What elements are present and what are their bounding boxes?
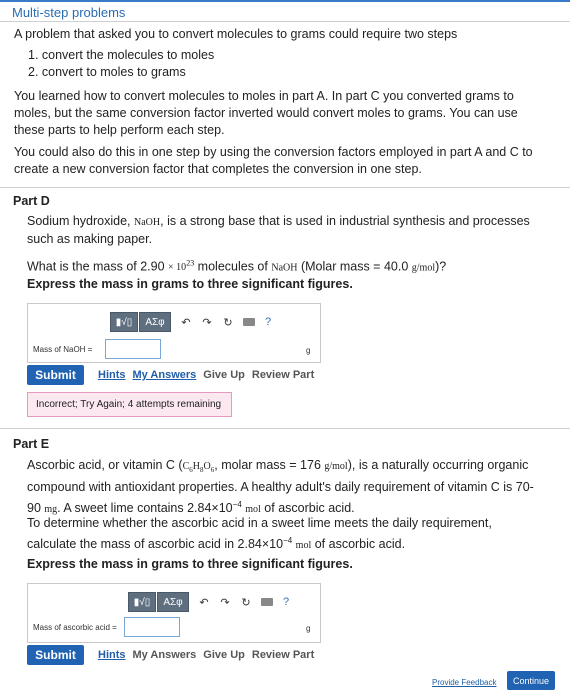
part-d-actions xyxy=(98,369,321,381)
provide-feedback-link[interactable]: Provide Feedback xyxy=(432,678,497,687)
header-rule xyxy=(0,0,570,2)
greek-symbols-button[interactable]: ΑΣφ xyxy=(157,592,189,612)
unit: mg xyxy=(44,504,58,516)
question-line xyxy=(27,457,557,479)
unit: mol xyxy=(295,540,312,552)
part-e-answer-panel xyxy=(27,583,321,643)
unit: g/mol xyxy=(324,461,348,472)
review-part-link[interactable]: Review Part xyxy=(251,649,315,661)
chemical-formula: $C_6H_8O_6$ xyxy=(182,461,215,474)
part-d-question-2 xyxy=(27,255,557,276)
text: , is a strong base that is used in industrial synthesis and processes xyxy=(160,214,530,228)
unit: g/mol xyxy=(411,262,436,274)
hints-link[interactable]: Hints xyxy=(98,649,126,661)
redo-icon[interactable]: ↷ xyxy=(220,596,230,609)
mass-label: Mass of NaOH = xyxy=(33,345,93,354)
keyboard-icon[interactable] xyxy=(243,318,255,326)
step-1: 1. convert the molecules to moles xyxy=(28,48,215,62)
continue-button[interactable]: Continue xyxy=(507,671,555,690)
text: of ascorbic acid. xyxy=(314,537,406,552)
text: 90 xyxy=(27,501,41,516)
give-up-link[interactable]: Give Up xyxy=(203,649,245,661)
paragraph-line: You learned how to convert molecules to moles in part A. In part C you converted grams to xyxy=(14,89,514,103)
intro-paragraph-2 xyxy=(14,88,554,139)
title-divider xyxy=(0,21,570,22)
help-icon[interactable]: ? xyxy=(283,596,290,608)
part-d-title: Part D xyxy=(13,194,50,208)
greek-symbols-button[interactable]: ΑΣφ xyxy=(139,312,171,332)
intro-line: A problem that asked you to convert molecules to grams could require two steps xyxy=(14,27,458,41)
help-icon[interactable]: ? xyxy=(265,316,272,328)
text: Ascorbic acid, or vitamin C ( xyxy=(27,458,183,472)
question-line: To determine whether the ascorbic acid in a sweet lime meets the daily requirement, xyxy=(27,516,492,530)
mass-input[interactable] xyxy=(124,617,180,637)
paragraph-line: create a new conversion factor that completes the conversion in one step. xyxy=(14,162,422,176)
feedback-message: Incorrect; Try Again; 4 attempts remaining xyxy=(27,392,232,417)
step-2: 2. convert to moles to grams xyxy=(28,65,186,79)
mass-label: Mass of ascorbic acid = xyxy=(33,623,117,632)
part-e-instruction: Express the mass in grams to three significant figures. xyxy=(27,557,353,571)
hints-link[interactable]: Hints xyxy=(98,369,126,381)
reset-icon[interactable]: ↻ xyxy=(223,316,233,329)
exponent: −4 xyxy=(232,500,242,509)
section-title: Multi-step problems xyxy=(12,5,126,20)
text: What is the mass of 2.90 xyxy=(27,259,165,274)
text: of ascorbic acid. xyxy=(264,501,355,516)
part-d-divider xyxy=(0,187,570,188)
chemical-formula: NaOH xyxy=(271,262,298,274)
submit-button[interactable]: Submit xyxy=(27,645,84,665)
times-ten: × 10 xyxy=(168,262,187,274)
text: )? xyxy=(435,259,447,274)
unit-label: g xyxy=(306,346,311,355)
unit: mol xyxy=(245,504,261,516)
text: , molar mass = 176 xyxy=(214,458,321,472)
text: Sodium hydroxide, xyxy=(27,214,131,228)
part-d-instruction: Express the mass in grams to three significant figures. xyxy=(27,277,353,291)
redo-icon[interactable]: ↷ xyxy=(202,316,212,329)
text: (Molar mass = 40.0 xyxy=(300,259,409,274)
mass-input[interactable] xyxy=(105,339,161,359)
chemical-formula: NaOH xyxy=(134,217,161,228)
math-toolbar xyxy=(110,312,271,332)
intro-paragraph-3 xyxy=(14,144,554,178)
text: calculate the mass of ascorbic acid in 2.84×10 xyxy=(27,537,284,552)
submit-button[interactable]: Submit xyxy=(27,365,84,385)
templates-button[interactable]: ▮√▯ xyxy=(110,312,138,332)
undo-icon[interactable]: ↶ xyxy=(199,596,209,609)
question-line xyxy=(27,213,557,231)
exponent: −4 xyxy=(283,536,293,545)
keyboard-icon[interactable] xyxy=(261,598,273,606)
part-e-question-2 xyxy=(27,515,557,554)
reset-icon[interactable]: ↻ xyxy=(241,596,251,609)
part-e-actions xyxy=(98,649,321,661)
question-line xyxy=(27,532,557,554)
paragraph-line: You could also do this in one step by using the conversion factors employed in part A and C to xyxy=(14,145,533,159)
text: . A sweet lime contains 2.84×10 xyxy=(57,501,233,516)
part-e-title: Part E xyxy=(13,437,50,451)
my-answers-link[interactable]: My Answers xyxy=(132,649,197,661)
part-e-question xyxy=(27,457,557,518)
text: molecules of xyxy=(197,259,268,274)
review-part-link[interactable]: Review Part xyxy=(251,369,315,381)
exponent: 23 xyxy=(186,259,195,268)
paragraph-line: these parts to help perform each step. xyxy=(14,123,225,137)
question-line: compound with antioxidant properties. A healthy adult's daily requirement of vitamin C is 70- xyxy=(27,480,534,494)
math-toolbar xyxy=(128,592,289,612)
unit-label: g xyxy=(306,624,311,633)
part-d-question xyxy=(27,213,557,248)
templates-button[interactable]: ▮√▯ xyxy=(128,592,156,612)
text: ), is a naturally occurring organic xyxy=(347,458,529,472)
paragraph-line: moles, but the same conversion factor inverted would convert moles to grams. You can use xyxy=(14,106,518,120)
give-up-link[interactable]: Give Up xyxy=(203,369,245,381)
question-line: such as making paper. xyxy=(27,232,153,246)
my-answers-link[interactable]: My Answers xyxy=(132,369,197,381)
undo-icon[interactable]: ↶ xyxy=(181,316,191,329)
sci-notation xyxy=(168,259,195,274)
part-e-divider xyxy=(0,428,570,429)
part-d-answer-panel xyxy=(27,303,321,363)
